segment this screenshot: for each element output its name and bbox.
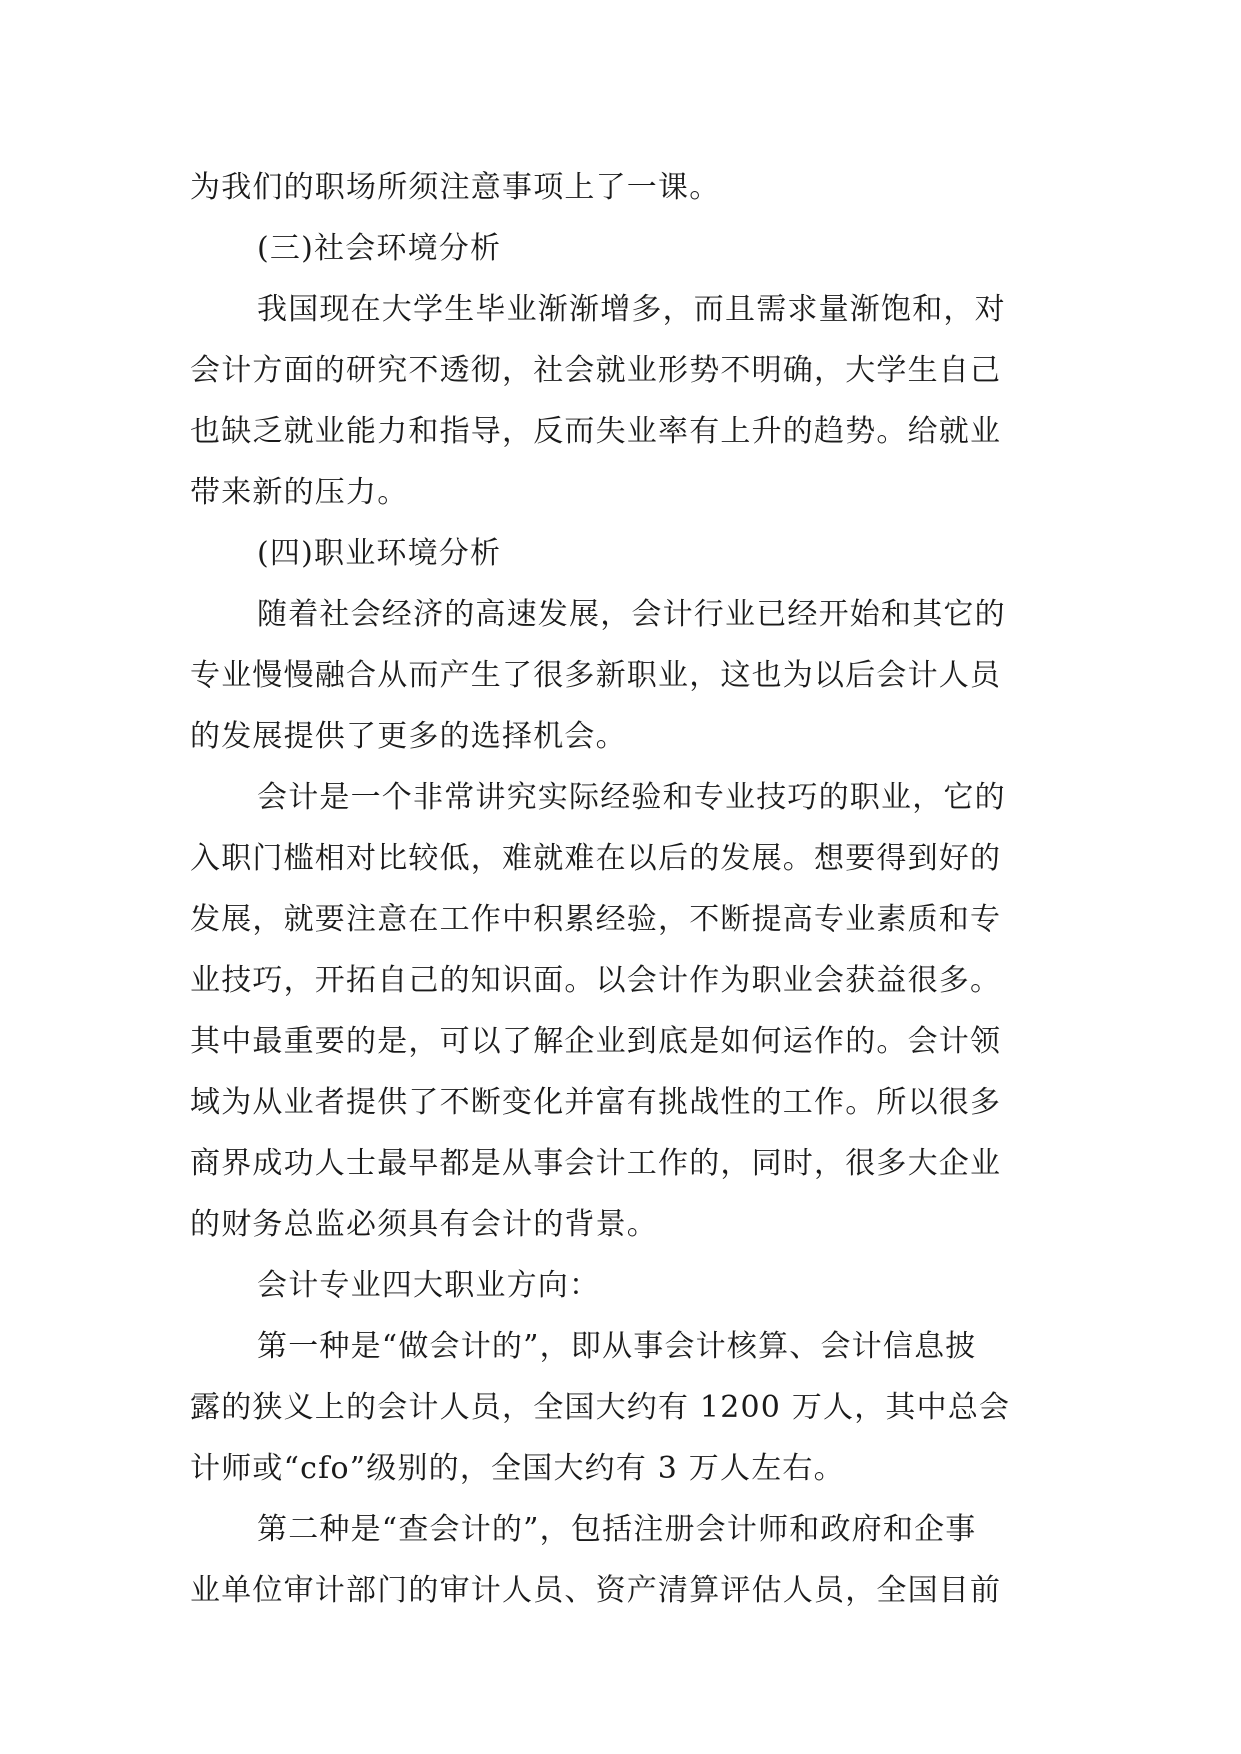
document-body — [190, 157, 1070, 1621]
paragraph-line: 我国现在大学生毕业渐渐增多，而且需求量渐饱和，对 — [257, 292, 1006, 327]
paragraph-line: 露的狭义上的会计人员，全国大约有 1200 万人，其中总会 — [190, 1390, 1011, 1425]
section-heading-career-environment: (四)职业环境分析 — [257, 536, 502, 571]
paragraph-line: 入职门槛相对比较低，难就难在以后的发展。想要得到好的 — [190, 841, 1002, 876]
paragraph-line: 第二种是“查会计的”，包括注册会计师和政府和企事 — [257, 1512, 977, 1547]
paragraph-line: 带来新的压力。 — [190, 475, 409, 510]
paragraph-line: 也缺乏就业能力和指导，反而失业率有上升的趋势。给就业 — [190, 414, 1002, 449]
paragraph-line: 第一种是“做会计的”，即从事会计核算、会计信息披 — [257, 1329, 977, 1364]
paragraph-line: 其中最重要的是，可以了解企业到底是如何运作的。会计领 — [190, 1024, 1002, 1059]
paragraph-line: 会计专业四大职业方向： — [257, 1268, 601, 1303]
paragraph-line: 随着社会经济的高速发展，会计行业已经开始和其它的 — [257, 597, 1006, 632]
paragraph-line: 为我们的职场所须注意事项上了一课。 — [190, 170, 721, 205]
paragraph-line: 的财务总监必须具有会计的背景。 — [190, 1207, 658, 1242]
paragraph-line: 发展，就要注意在工作中积累经验，不断提高专业素质和专 — [190, 902, 1002, 937]
paragraph-line: 的发展提供了更多的选择机会。 — [190, 719, 627, 754]
paragraph-line: 会计是一个非常讲究实际经验和专业技巧的职业，它的 — [257, 780, 1006, 815]
paragraph-line: 域为从业者提供了不断变化并富有挑战性的工作。所以很多 — [190, 1085, 1002, 1120]
paragraph-line: 商界成功人士最早都是从事会计工作的，同时，很多大企业 — [190, 1146, 1002, 1181]
paragraph-line: 计师或“cfo”级别的，全国大约有 3 万人左右。 — [190, 1451, 845, 1486]
paragraph-line: 业单位审计部门的审计人员、资产清算评估人员，全国目前 — [190, 1573, 1002, 1608]
paragraph-line: 会计方面的研究不透彻，社会就业形势不明确，大学生自己 — [190, 353, 1002, 388]
section-heading-social-environment: (三)社会环境分析 — [257, 231, 502, 266]
paragraph-line: 专业慢慢融合从而产生了很多新职业，这也为以后会计人员 — [190, 658, 1002, 693]
paragraph-line: 业技巧，开拓自己的知识面。以会计作为职业会获益很多。 — [190, 963, 1002, 998]
